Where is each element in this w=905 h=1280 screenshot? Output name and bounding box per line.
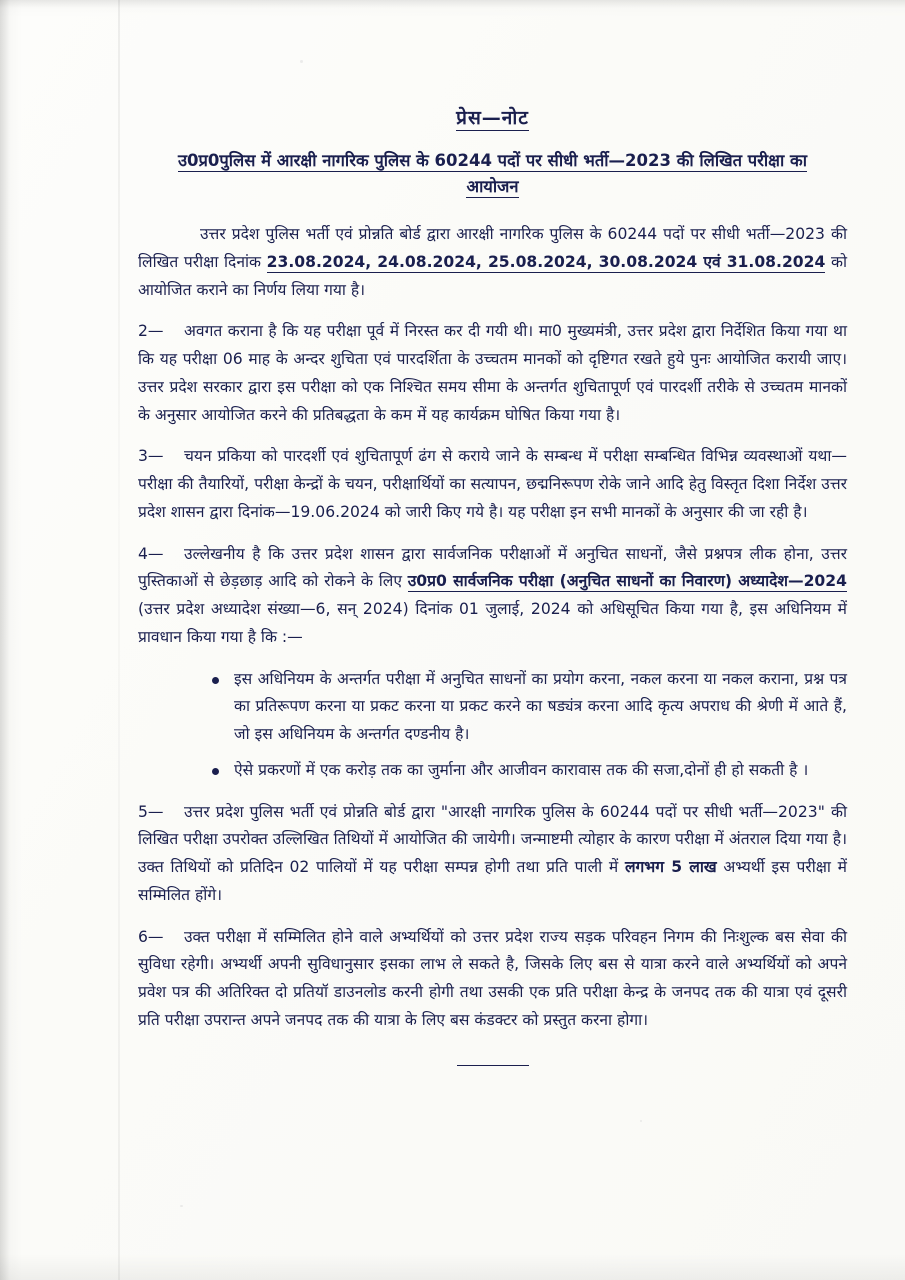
- paragraph-5-seg-3: अभ्यर्थी इस परीक्षा में सम्मिलित होंगे।: [138, 858, 847, 904]
- paragraph-3: [138, 443, 847, 526]
- paragraph-1-seg-3: को आयोजित कराने का निर्णय लिया गया है।: [138, 252, 847, 299]
- paragraph-6-text: उक्त परीक्षा में सम्मिलित होने वाले अभ्यर्थियों को उत्तर प्रदेश राज्य सड़क परिवहन निगम की निःशुल्क बस सेवा की सुविधा रहेगी। अभ्यर्थी अपनी सुविधानुसार इसका लाभ ले सकते है, जिसके लिए बस से यात्रा करने वाले अभ्यर्थियों को अपने प्रवेश पत्र की अतिरिक्त दो प्रतियॉ डाउनलोड करनी होगी तथा उसकी एक प्रति परीक्षा केन्द्र के जनपद तक की यात्रा एवं दूसरी प्रति परीक्षा उपरान्त अपने जनपद तक की यात्रा के लिए बस कंडक्टर को प्रस्तुत करना होगा।: [138, 927, 847, 1029]
- paragraph-6: [138, 924, 847, 1035]
- page-fold-line: [118, 0, 120, 1280]
- paragraph-1: [138, 221, 847, 304]
- document-subtitle: [152, 148, 833, 199]
- paragraph-3-number: 3—: [138, 447, 164, 466]
- ordinance-name: उ0प्र0 सार्वजनिक परीक्षा (अनुचित साधनों का निवारण) अध्यादेश—2024: [407, 572, 847, 591]
- candidate-count: लगभग 5 लाख: [624, 858, 717, 877]
- page-bottom-shadow: [0, 1254, 905, 1280]
- paragraph-2-text: अवगत कराना है कि यह परीक्षा पूर्व में निरस्त कर दी गयी थी। मा0 मुख्यमंत्री, उत्तर प्रदेश द्वारा निर्देशित किया गया था कि यह परीक्षा 06 माह के अन्दर शुचिता एवं पारदर्शिता के उच्चतम मानकों को दृष्टिगत रखते हुये पुनः आयोजित करायी जाए। उत्तर प्रदेश सरकार द्वारा इस परीक्षा को एक निश्चित समय सीमा के अन्तर्गत शुचितापूर्ण एवं पारदर्शी तरीके से उच्चतम मानकों के अनुसार आयोजित करने की प्रतिबद्धता के कम में यह कार्यक्रम घोषित किया गया है।: [138, 322, 847, 424]
- provisions-list: [138, 666, 847, 785]
- paragraph-5-seg-1: उत्तर प्रदेश पुलिस भर्ती एवं प्रोन्नति बोर्ड द्वारा "आरक्षी नागरिक पुलिस के 60244 पदों पर सीधी भर्ती—2023" की लिखित परीक्षा उपरोक्त उल्लिखित तिथियों में आयोजित की जायेगी। जन्माष्टमी त्योहार के कारण परीक्षा में अंतराल दिया गया है। उक्त तिथियों को प्रतिदिन 02 पालियों में यह परीक्षा सम्पन्न होगी तथा प्रति पाली में: [138, 802, 847, 877]
- paragraph-4-seg-3: (उत्तर प्रदेश अध्यादेश संख्या—6, सन् 2024) दिनांक 01 जुलाई, 2024 को अधिसूचित किया गया है, इस अधिनियम में प्रावधान किया गया है कि :—: [138, 600, 847, 646]
- paragraph-4-seg-1: उल्लेखनीय है कि उत्तर प्रदेश शासन द्वारा सार्वजनिक परीक्षाओं में अनुचित साधनों, जैसे प्रश्नपत्र लीक होना, उत्तर पुस्तिकाओं से छेड़छाड़ आदि को रोकने के लिए: [138, 544, 847, 591]
- scan-speck: [300, 60, 303, 63]
- paragraph-2-number: 2—: [138, 322, 164, 341]
- list-item: इस अधिनियम के अन्तर्गत परीक्षा में अनुचित साधनों का प्रयोग करना, नकल करना या नकल कराना, प्रश्न पत्र का प्रतिरूपण करना या प्रकट करना या प्रकट करने का षड्यंत्र करना आदि कृत्य अपराध की श्रेणी में आते हैं, जो इस अधिनियम के अन्तर्गत दण्डनीय है।: [212, 666, 847, 749]
- paragraph-2: [138, 318, 847, 429]
- end-of-document-rule: [457, 1065, 529, 1066]
- paragraph-6-number: 6—: [138, 927, 164, 946]
- paragraph-5-number: 5—: [138, 802, 164, 821]
- paragraph-1-seg-1: उत्तर प्रदेश पुलिस भर्ती एवं प्रोन्नति बोर्ड द्वारा आरक्षी नागरिक पुलिस के 60244 पदों पर सीधी भर्ती—2023 की लिखित परीक्षा दिनांक: [138, 225, 847, 271]
- document-subtitle-text: उ0प्र0पुलिस में आरक्षी नागरिक पुलिस के 60244 पदों पर सीधी भर्ती—2023 की लिखित परीक्षा का आयोजन: [178, 151, 807, 196]
- paragraph-3-text: चयन प्रकिया को पारदर्शी एवं शुचितापूर्ण ढंग से कराये जाने के सम्बन्ध में परीक्षा सम्बन्धित विभिन्न व्यवस्थाओं यथा—परीक्षा की तैयारियों, परीक्षा केन्द्रों के चयन, परीक्षार्थियों का सत्यापन, छद्मनिरूपण रोके जाने आदि हेतु विस्तृत दिशा निर्देश उत्तर प्रदेश शासन द्वारा दिनांक—19.06.2024 को जारी किए गये है। यह परीक्षा इन सभी मानकों के अनुसार की जा रही है।: [138, 447, 847, 521]
- page-title: [138, 104, 847, 130]
- page-left-shadow: [0, 0, 10, 1280]
- document-body: [138, 104, 847, 1066]
- paragraph-4-number: 4—: [138, 544, 164, 563]
- page-title-text: प्रेस—नोट: [456, 107, 529, 129]
- scan-speck: [180, 1205, 183, 1207]
- scan-speck: [640, 1120, 642, 1122]
- paragraph-4: [138, 541, 847, 652]
- list-item: ऐसे प्रकरणों में एक करोड़ तक का जुर्माना और आजीवन कारावास तक की सजा,दोनों ही हो सकती है ।: [212, 757, 847, 785]
- page-top-shadow: [0, 0, 905, 8]
- exam-dates: 23.08.2024, 24.08.2024, 25.08.2024, 30.08.2024 एवं 31.08.2024: [266, 252, 826, 271]
- paragraph-5: [138, 799, 847, 910]
